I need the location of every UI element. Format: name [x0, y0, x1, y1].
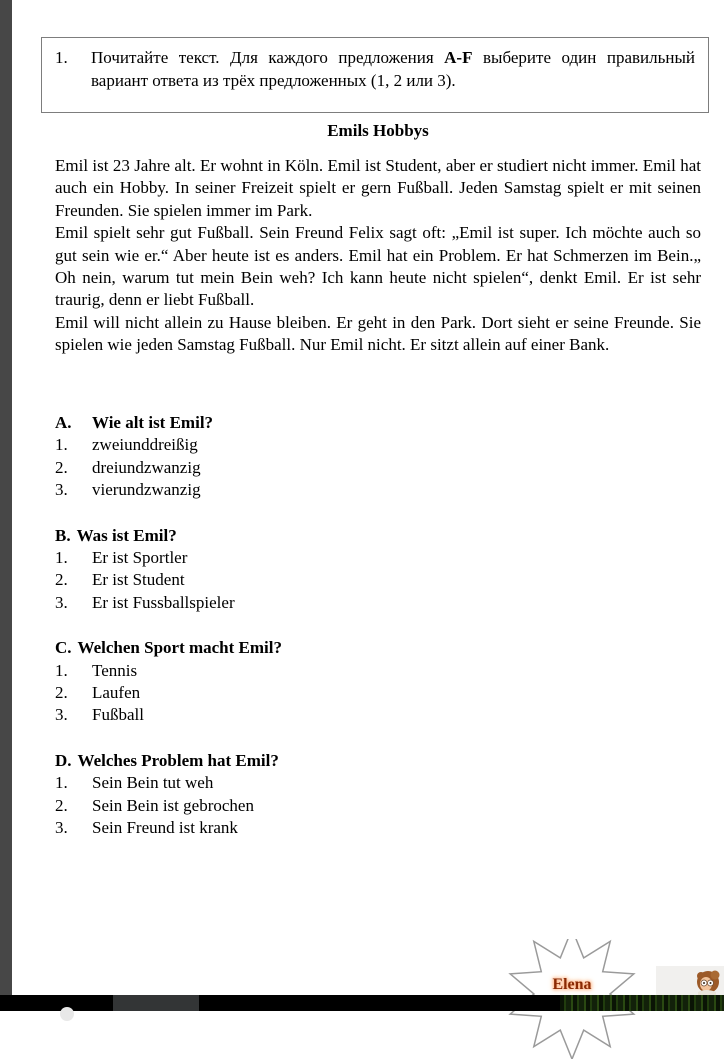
option-number: 1. [55, 548, 68, 568]
question-d-header [55, 750, 701, 772]
option-text: Tennis [92, 660, 138, 680]
question-d-text: Welches Problem hat Emil? [77, 750, 279, 770]
questions-section [55, 412, 701, 840]
taskbar[interactable] [0, 995, 724, 1011]
taskbar-clock-icon[interactable] [60, 1007, 74, 1021]
option-row [55, 704, 701, 726]
option-text: Er ist Student [92, 570, 185, 590]
instruction-box [41, 37, 709, 113]
question-c-header [55, 637, 701, 659]
question-b-label: B. [55, 525, 71, 545]
question-a-header [55, 412, 701, 434]
option-number: 3. [55, 480, 68, 500]
option-text: Sein Bein tut weh [92, 773, 214, 793]
question-a [55, 412, 701, 502]
question-b-text: Was ist Emil? [76, 525, 177, 545]
option-row [55, 817, 701, 839]
option-text: zweiunddreißig [92, 435, 198, 455]
question-c-label: C. [55, 638, 72, 658]
option-number: 1. [55, 435, 68, 455]
option-row [55, 682, 701, 704]
question-d [55, 750, 701, 840]
question-a-label: A. [55, 413, 72, 432]
option-number: 2. [55, 570, 68, 590]
option-number: 1. [55, 660, 68, 680]
option-number: 2. [55, 683, 68, 703]
option-text: Er ist Sportler [92, 548, 188, 568]
question-d-label: D. [55, 750, 72, 770]
paragraph: Emil will nicht allein zu Hause bleiben. Er geht in den Park. Dort sieht er seine Freunde. Sie spielen wie jeden Samstag Fußball. Nur Emil nicht. Er sitzt allein auf einer Bank. [55, 312, 701, 355]
option-text: Er ist Fussballspieler [92, 592, 235, 612]
option-row [55, 547, 701, 569]
participant-video-tile[interactable] [656, 966, 724, 996]
paragraph: Emil ist 23 Jahre alt. Er wohnt in Köln. Emil ist Student, aber er studiert nicht immer. Emil hat auch ein Hobby. In seiner Freizeit spielt er gern Fußball. Jeden Samstag spielt er mit seinen Freunden. Sie spielen immer im Park. [55, 156, 701, 220]
instruction-text-pre: Почитайте текст. Для каждого предложения [91, 48, 445, 67]
reading-text [55, 155, 701, 357]
question-b [55, 525, 701, 615]
question-c-text: Welchen Sport macht Emil? [77, 638, 282, 658]
option-row [55, 569, 701, 591]
instruction-number: 1. [55, 48, 68, 67]
question-c [55, 637, 701, 727]
option-text: Sein Bein ist gebrochen [92, 795, 254, 815]
participant-name-badge: Elena [552, 976, 592, 993]
option-number: 3. [55, 705, 68, 725]
option-text: Sein Freund ist krank [92, 818, 238, 838]
instruction-text-post: выберите один правильный вариант ответа из трёх предложенных (1, 2 или 3). [91, 48, 695, 90]
taskbar-active-segment[interactable] [113, 995, 199, 1011]
option-row [55, 795, 701, 817]
option-number: 3. [55, 592, 68, 612]
option-number: 2. [55, 457, 68, 477]
option-text: Laufen [92, 683, 141, 703]
option-row [55, 772, 701, 794]
instruction-text [91, 46, 695, 112]
option-text: vierundzwanzig [92, 480, 201, 500]
option-row [55, 660, 701, 682]
page-title: Emils Hobbys [327, 121, 429, 140]
window-left-border [0, 0, 12, 1011]
option-row [55, 434, 701, 456]
option-number: 3. [55, 818, 68, 838]
option-row [55, 592, 701, 614]
webcam-video-strip[interactable] [560, 995, 724, 1011]
option-text: Fußball [92, 705, 144, 725]
instruction-text-bold: A-F [444, 48, 473, 67]
option-number: 1. [55, 773, 68, 793]
option-row [55, 479, 701, 501]
option-row [55, 457, 701, 479]
option-text: dreiundzwanzig [92, 457, 201, 477]
question-b-header [55, 525, 701, 547]
option-number: 2. [55, 795, 68, 815]
paragraph: Emil spielt sehr gut Fußball. Sein Freund Felix sagt oft: „Emil ist super. Ich möchte auch so gut sein wie er.“ Aber heute ist es anders. Emil hat ein Problem. Er hat Schmerzen im Bein.„ Oh nein, warum tut mein Bein weh? Ich kann heute nicht spielen“, denkt Emil. Er ist sehr traurig, denn er liebt Fußball. [55, 223, 701, 310]
question-a-text: Wie alt ist Emil? [92, 413, 214, 432]
avatar-icon [656, 966, 724, 996]
